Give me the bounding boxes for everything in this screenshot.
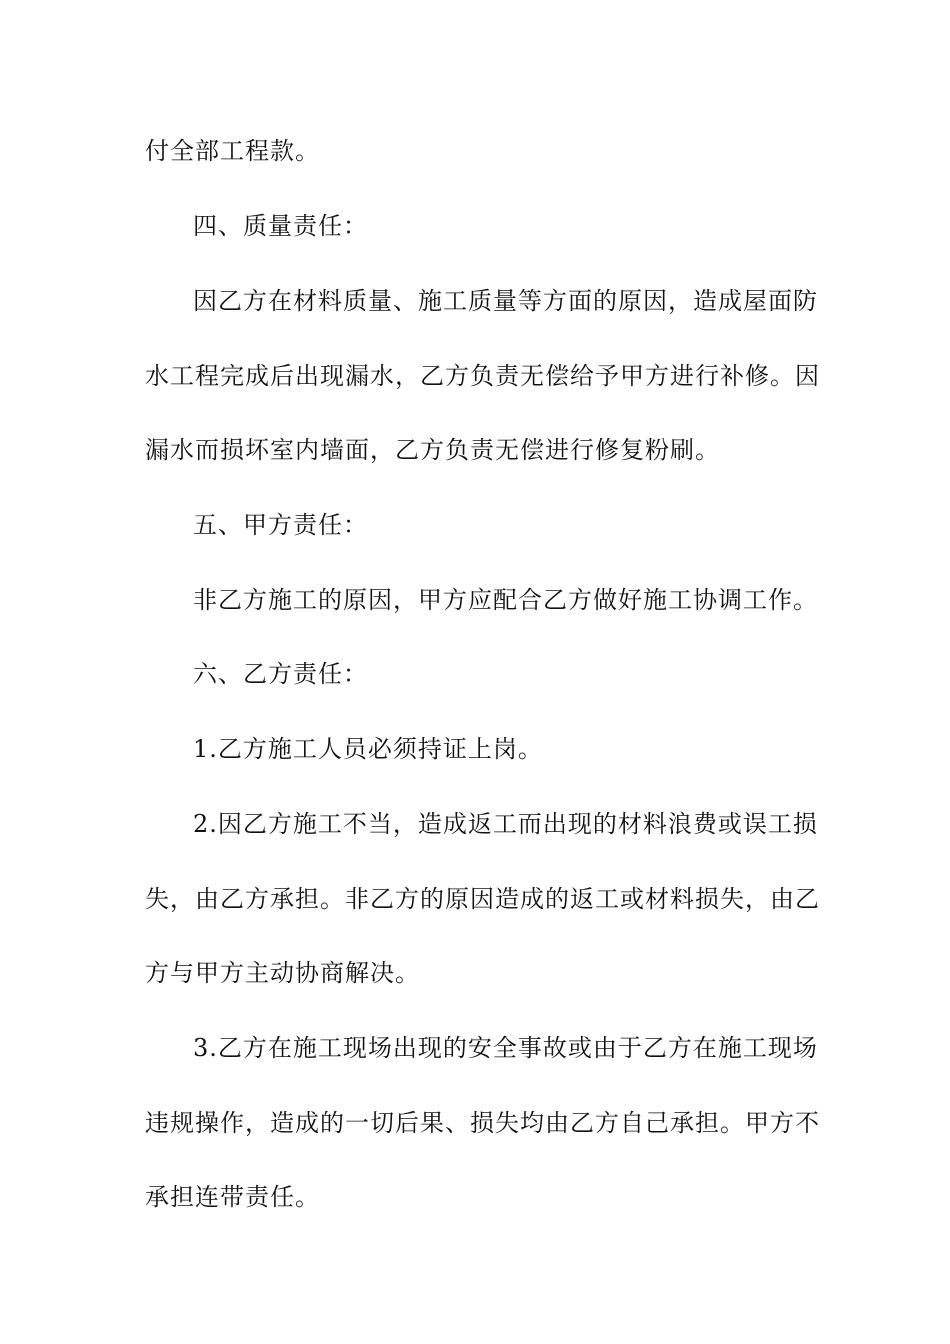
paragraph-line: 漏水而损坏室内墙面，乙方负责无偿进行修复粉刷。 xyxy=(145,436,720,464)
section-heading-party-b: 六、乙方责任： xyxy=(193,660,368,688)
paragraph-line: 承担连带责任。 xyxy=(145,1183,320,1211)
section-heading-quality: 四、质量责任： xyxy=(193,212,368,240)
paragraph-line: 非乙方施工的原因，甲方应配合乙方做好施工协调工作。 xyxy=(193,586,818,614)
paragraph-line: 付全部工程款。 xyxy=(145,137,320,165)
list-item-1: 1.乙方施工人员必须持证上岗。 xyxy=(193,735,543,763)
list-item-2: 2.因乙方施工不当，造成返工而出现的材料浪费或误工损 xyxy=(193,810,818,838)
paragraph-line: 违规操作，造成的一切后果、损失均由乙方自己承担。甲方不 xyxy=(145,1109,820,1137)
paragraph-line: 失，由乙方承担。非乙方的原因造成的返工或材料损失，由乙 xyxy=(145,885,820,913)
paragraph-line: 方与甲方主动协商解决。 xyxy=(145,959,420,987)
paragraph-line: 水工程完成后出现漏水，乙方负责无偿给予甲方进行补修。因 xyxy=(145,362,820,390)
list-item-3: 3.乙方在施工现场出现的安全事故或由于乙方在施工现场 xyxy=(193,1034,818,1062)
paragraph-line: 因乙方在材料质量、施工质量等方面的原因，造成屋面防 xyxy=(193,287,818,315)
section-heading-party-a: 五、甲方责任： xyxy=(193,511,368,539)
